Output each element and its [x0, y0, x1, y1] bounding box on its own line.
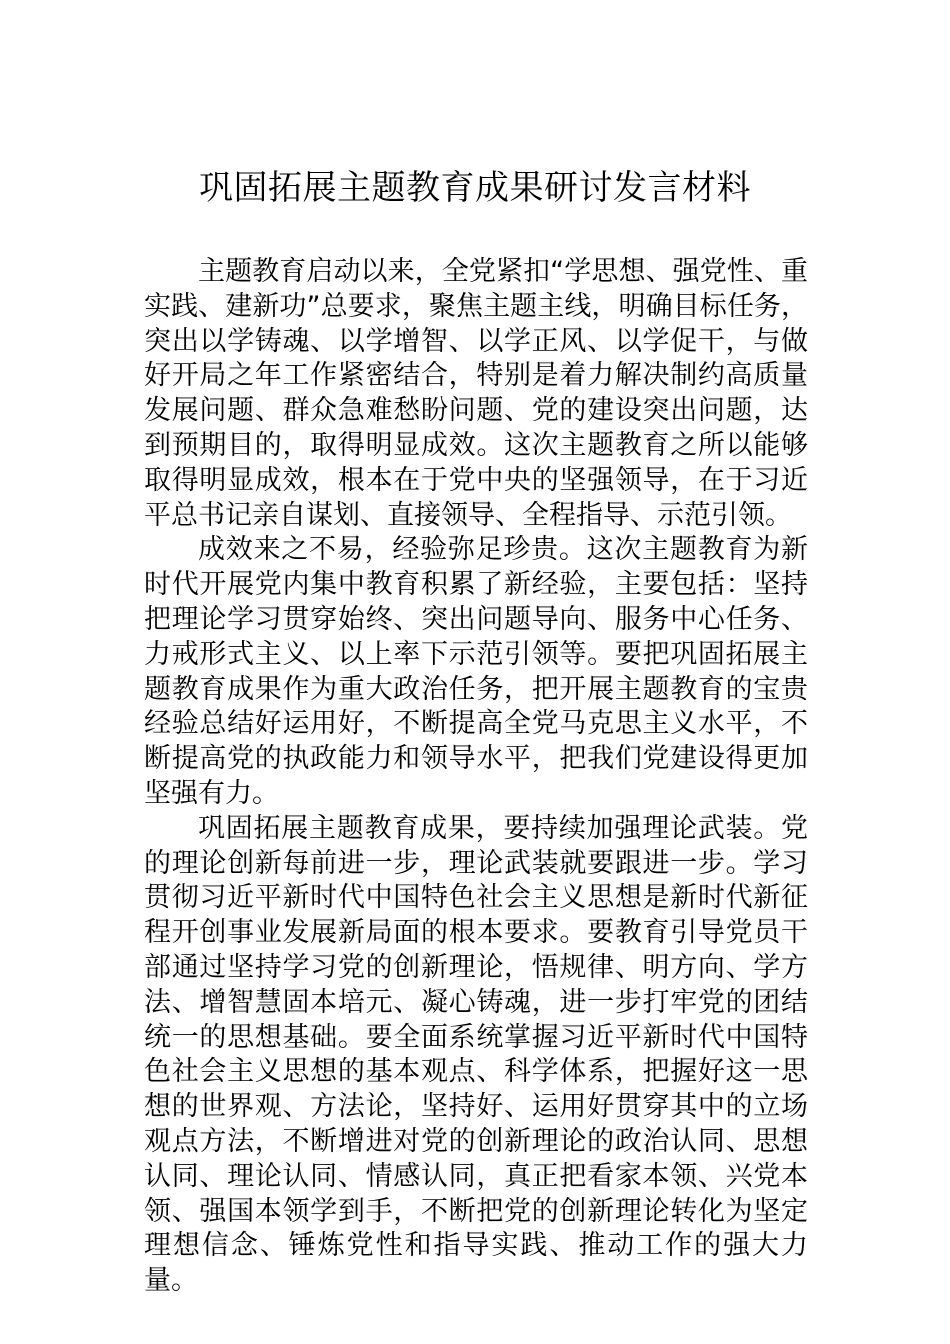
paragraph-1: 主题教育启动以来，全党紧扣“学思想、强党性、重实践、建新功”总要求，聚焦主题主线，明确目标任务，突出以学铸魂、以学增智、以学正风、以学促干，与做好开局之年工作紧密结合，特别是着力解决制约高质量发展问题、群众急难愁盼问题、党的建设突出问题，达到预期目的，取得明显成效。这次主题教育之所以能够取得明显成效，根本在于党中央的坚强领导，在于习近平总书记亲自谋划、直接领导、全程指导、示范引领。: [144, 256, 808, 531]
paragraph-2: 成效来之不易，经验弥足珍贵。这次主题教育为新时代开展党内集中教育积累了新经验，主要包括：坚持把理论学习贯穿始终、突出问题导向、服务中心任务、力戒形式主义、以上率下示范引领等。要把巩固拓展主题教育成果作为重大政治任务，把开展主题教育的宝贵经验总结好运用好，不断提高全党马克思主义水平，不断提高党的执政能力和领导水平，把我们党建设得更加坚强有力。: [144, 534, 808, 809]
document-body: [144, 255, 808, 1299]
document-title: 巩固拓展主题教育成果研讨发言材料: [199, 168, 751, 208]
paragraph-3: 巩固拓展主题教育成果，要持续加强理论武装。党的理论创新每前进一步，理论武装就要跟进一步。学习贯彻习近平新时代中国特色社会主义思想是新时代新征程开创事业发展新局面的根本要求。要教育引导党员干部通过坚持学习党的创新理论，悟规律、明方向、学方法、增智慧固本培元、凝心铸魂，进一步打牢党的团结统一的思想基础。要全面系统掌握习近平新时代中国特色社会主义思想的基本观点、科学体系，把握好这一思想的世界观、方法论，坚持好、运用好贯穿其中的立场观点方法，不断增进对党的创新理论的政治认同、思想认同、理论认同、情感认同，真正把看家本领、兴党本领、强国本领学到手，不断把党的创新理论转化为坚定理想信念、锤炼党性和指导实践、推动工作的强大力量。: [144, 812, 808, 1297]
